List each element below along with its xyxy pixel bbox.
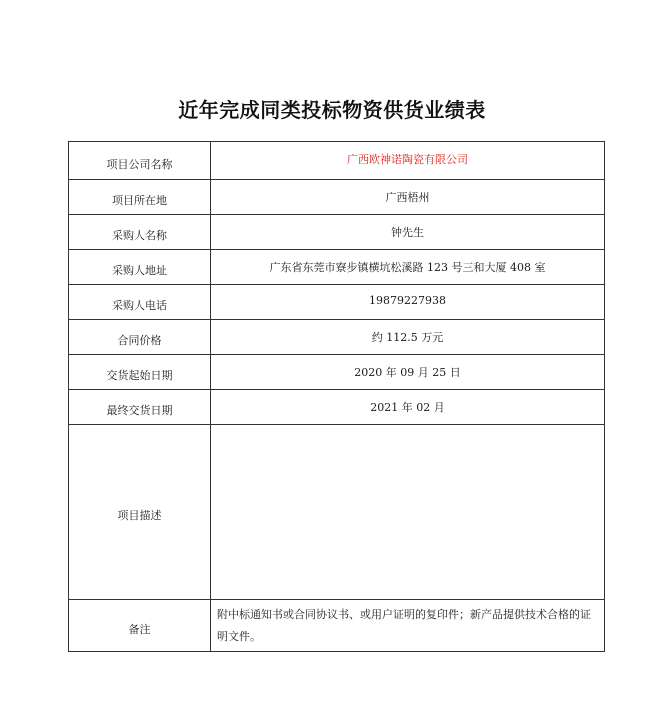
page-title: 近年完成同类投标物资供货业绩表 [178, 98, 486, 122]
contract-price-value: 约 112.5 万元 [211, 320, 605, 355]
buyer-address-label: 采购人地址 [69, 250, 211, 285]
buyer-name-value: 钟先生 [211, 215, 605, 250]
company-label: 项目公司名称 [69, 142, 211, 180]
table-row-location [69, 180, 605, 215]
table-row-company [69, 142, 605, 180]
delivery-start-value: 2020 年 09 月 25 日 [211, 355, 605, 390]
remarks-value: 附中标通知书或合同协议书、或用户证明的复印件；新产品提供技术合格的证明文件。 [211, 600, 605, 652]
table-row-buyer-name [69, 215, 605, 250]
remarks-label: 备注 [69, 600, 211, 652]
buyer-phone-value: 19879227938 [211, 285, 605, 320]
table-row-delivery-end [69, 390, 605, 425]
buyer-address-value: 广东省东莞市寮步镇横坑松溪路 123 号三和大厦 408 室 [211, 250, 605, 285]
delivery-end-label: 最终交货日期 [69, 390, 211, 425]
delivery-start-label: 交货起始日期 [69, 355, 211, 390]
performance-table [68, 141, 605, 652]
table-row-buyer-address [69, 250, 605, 285]
location-value: 广西梧州 [211, 180, 605, 215]
description-label: 项目描述 [69, 425, 211, 600]
table-row-remarks [69, 600, 605, 652]
table-row-buyer-phone [69, 285, 605, 320]
location-label: 项目所在地 [69, 180, 211, 215]
delivery-end-value: 2021 年 02 月 [211, 390, 605, 425]
description-value [211, 425, 605, 600]
company-value: 广西欧神诺陶瓷有限公司 [211, 142, 605, 180]
buyer-name-label: 采购人名称 [69, 215, 211, 250]
table-row-contract-price [69, 320, 605, 355]
contract-price-label: 合同价格 [69, 320, 211, 355]
table-row-delivery-start [69, 355, 605, 390]
buyer-phone-label: 采购人电话 [69, 285, 211, 320]
table-row-description [69, 425, 605, 600]
